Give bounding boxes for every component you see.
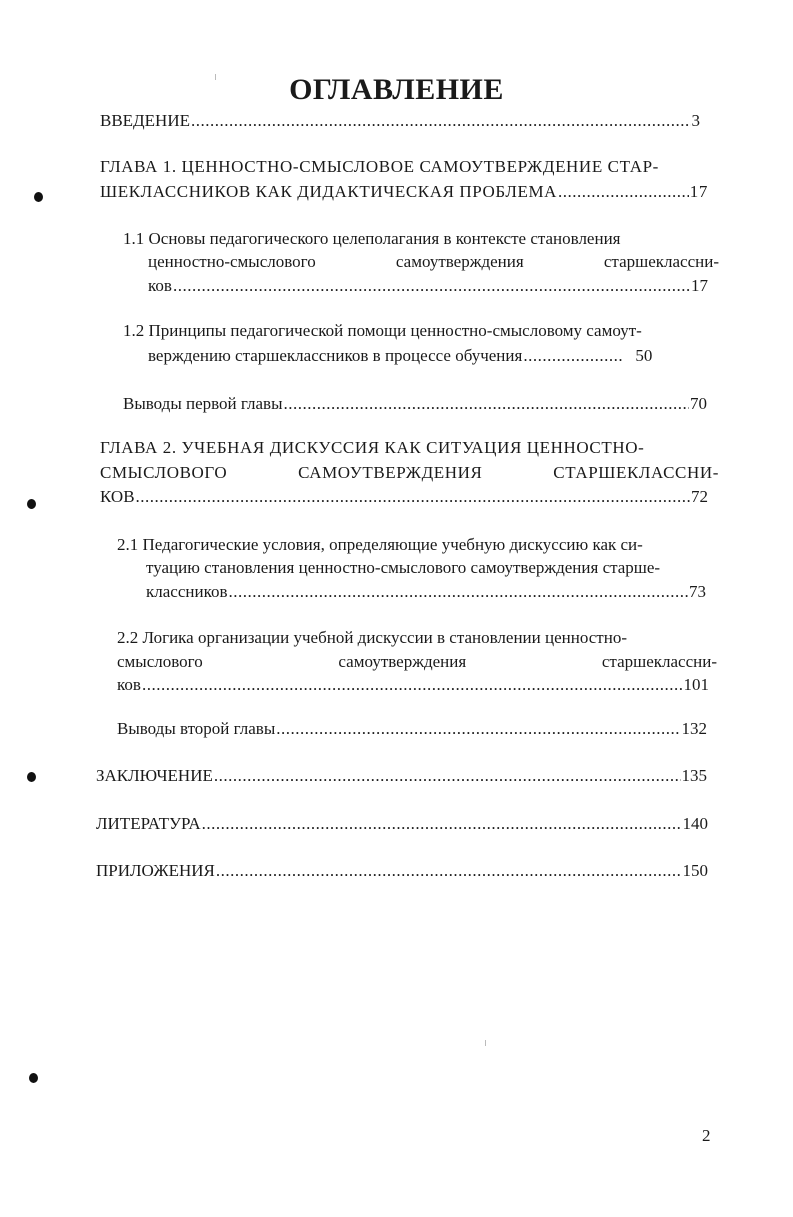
toc-entry-page: 72 bbox=[691, 487, 708, 506]
scan-speck bbox=[485, 1040, 486, 1046]
toc-entry-page: 140 bbox=[682, 814, 708, 833]
toc-chapter1-line1: ГЛАВА 1. ЦЕННОСТНО-СМЫСЛОВОЕ САМОУТВЕРЖДЕНИЕ СТАР- bbox=[100, 157, 659, 176]
toc-section-2-1-line3 bbox=[146, 581, 706, 603]
dot-leader bbox=[142, 674, 683, 696]
justified-word: старшеклассни- bbox=[603, 252, 719, 271]
toc-section-2-2-line1: 2.2 Логика организации учебной дискуссии в становлении ценностно- bbox=[117, 628, 627, 647]
dot-leader bbox=[284, 393, 690, 415]
dot-leader bbox=[216, 860, 682, 882]
toc-entry-label: классников bbox=[146, 582, 228, 601]
justified-word: самоутверждения bbox=[338, 652, 467, 671]
dot-leader bbox=[173, 275, 690, 297]
toc-section-2-2-line3 bbox=[117, 674, 709, 696]
toc-entry-label: ков bbox=[117, 675, 141, 694]
toc-entry-page: 3 bbox=[691, 111, 700, 130]
page-title: ОГЛАВЛЕНИЕ bbox=[289, 73, 504, 106]
dot-leader bbox=[136, 486, 690, 508]
toc-section-1-1-line3 bbox=[148, 275, 708, 297]
toc-entry-chapter1-conclusions bbox=[123, 393, 707, 415]
toc-entry-label: КОВ bbox=[100, 487, 135, 506]
justified-word: смыслового bbox=[117, 652, 203, 671]
toc-section-1-1-line2 bbox=[148, 251, 719, 273]
toc-entry-label: ШЕКЛАССНИКОВ КАК ДИДАКТИЧЕСКАЯ ПРОБЛЕМА bbox=[100, 182, 558, 201]
dot-leader bbox=[229, 581, 689, 603]
toc-entry-page: 73 bbox=[689, 582, 706, 601]
toc-entry-intro bbox=[100, 110, 700, 132]
scan-speck bbox=[215, 74, 216, 80]
toc-chapter2-line2 bbox=[100, 462, 719, 484]
toc-entry-label: ЗАКЛЮЧЕНИЕ bbox=[96, 766, 213, 785]
toc-entry-conclusion bbox=[96, 765, 707, 787]
toc-entry-page: 50 bbox=[635, 346, 653, 365]
toc-chapter1-line2 bbox=[100, 181, 708, 203]
justified-word: самоутверждения bbox=[395, 252, 524, 271]
dot-leader bbox=[191, 110, 691, 132]
binder-hole-mark bbox=[27, 772, 36, 782]
binder-hole-mark bbox=[34, 192, 43, 202]
binder-hole-mark bbox=[29, 1073, 38, 1083]
toc-chapter2-line1: ГЛАВА 2. УЧЕБНАЯ ДИСКУССИЯ КАК СИТУАЦИЯ ЦЕННОСТНО- bbox=[100, 438, 645, 457]
toc-entry-chapter2-conclusions bbox=[117, 718, 707, 740]
toc-section-1-2-line2 bbox=[148, 345, 710, 367]
toc-entry-appendices bbox=[96, 860, 708, 882]
toc-section-1-1-line1: 1.1 Основы педагогического целеполагания в контексте становления bbox=[123, 229, 621, 248]
toc-entry-literature bbox=[96, 813, 708, 835]
dot-leader bbox=[214, 765, 681, 787]
toc-section-2-1-line1: 2.1 Педагогические условия, определяющие учебную дискуссию как си- bbox=[117, 535, 643, 554]
toc-entry-page: 135 bbox=[681, 766, 707, 785]
justified-word: САМОУТВЕРЖДЕНИЯ bbox=[298, 463, 483, 482]
dot-leader bbox=[276, 718, 680, 740]
toc-entry-label: ПРИЛОЖЕНИЯ bbox=[96, 861, 215, 880]
toc-section-2-2-line2 bbox=[117, 651, 717, 673]
toc-entry-label: верждению старшеклассников в процессе обучения bbox=[148, 346, 523, 365]
toc-chapter2-line3 bbox=[100, 486, 708, 508]
toc-entry-page: 150 bbox=[682, 861, 708, 880]
toc-entry-label: Выводы первой главы bbox=[123, 394, 283, 413]
toc-entry-page: 70 bbox=[690, 394, 707, 413]
justified-word: СТАРШЕКЛАССНИ- bbox=[553, 463, 719, 482]
toc-entry-page: 132 bbox=[681, 719, 707, 738]
dot-leader bbox=[202, 813, 682, 835]
toc-section-2-1-line2: туацию становления ценностно-смыслового самоутверждения старше- bbox=[146, 558, 661, 577]
binder-hole-mark bbox=[27, 499, 36, 509]
page-number: 2 bbox=[702, 1126, 711, 1145]
toc-entry-label: ЛИТЕРАТУРА bbox=[96, 814, 201, 833]
dot-leader bbox=[523, 345, 623, 367]
justified-word: старшеклассни- bbox=[601, 652, 717, 671]
toc-entry-page: 17 bbox=[691, 276, 708, 295]
justified-word: СМЫСЛОВОГО bbox=[100, 463, 228, 482]
toc-entry-label: ков bbox=[148, 276, 172, 295]
justified-word: ценностно-смыслового bbox=[148, 252, 316, 271]
toc-entry-label: Выводы второй главы bbox=[117, 719, 276, 738]
toc-entry-page: 17 bbox=[689, 182, 708, 201]
toc-entry-label: ВВЕДЕНИЕ bbox=[100, 111, 190, 130]
toc-section-1-2-line1: 1.2 Принципы педагогической помощи ценностно-смысловому самоут- bbox=[123, 321, 642, 340]
toc-entry-page: 101 bbox=[683, 675, 709, 694]
dot-leader bbox=[558, 181, 689, 203]
